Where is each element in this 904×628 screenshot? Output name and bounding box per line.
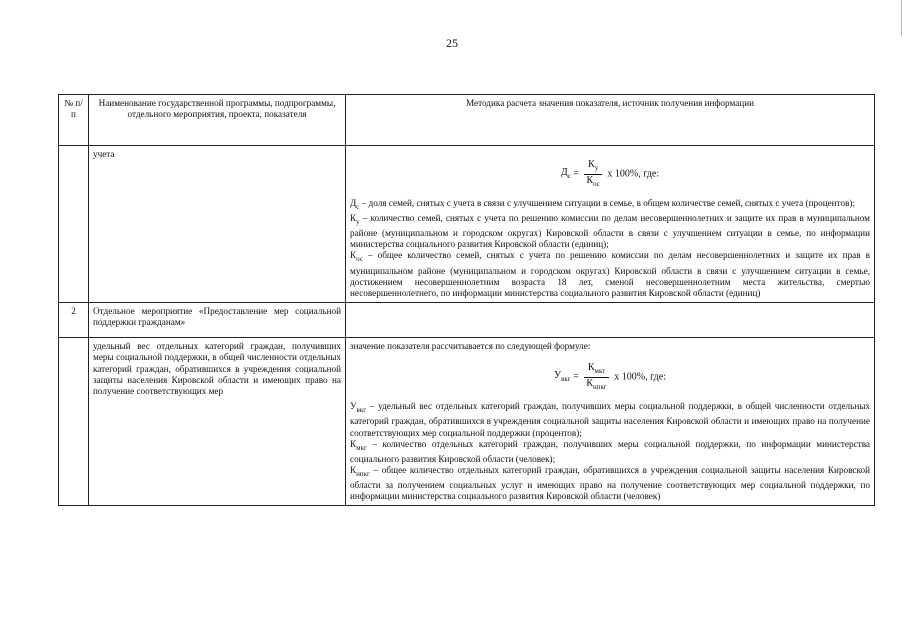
methodology-table: [58, 94, 875, 506]
formula-fraction: [584, 159, 601, 190]
page-edge-mark: [901, 0, 902, 36]
def-sub: у: [356, 217, 360, 226]
header-name-text: Наименование государственной программы, подпрограммы, отдельного мероприятия, проекта, показателя: [98, 98, 336, 120]
row1-name: учета: [89, 146, 346, 303]
formula-lhs: У: [554, 370, 562, 382]
row2-number: 2: [59, 303, 89, 338]
row3-method: [346, 338, 875, 506]
row2-name: Отдельное мероприятие «Предоставление мер социальной поддержки гражданам»: [89, 303, 346, 338]
row2-method: [346, 303, 875, 338]
def-sym: К: [350, 213, 357, 224]
formula-tail: х 100%, где:: [614, 371, 666, 383]
formula-lhs: Д: [560, 167, 568, 178]
table-row: [59, 146, 875, 303]
header-method-text: Методика расчета значения показателя, источник получения информации: [465, 98, 755, 108]
def-sym: К: [350, 438, 357, 449]
definition: [350, 198, 870, 213]
formula-tail: х 100%, где:: [607, 168, 660, 180]
row3-number: [59, 338, 89, 506]
row3-intro: значение показателя рассчитывается по следующей формуле:: [350, 341, 591, 352]
def-sub: вкг: [356, 406, 367, 415]
def-sub: с: [356, 202, 360, 211]
definition: [350, 401, 870, 438]
formula-fraction: [584, 362, 608, 393]
formula-num: К: [588, 159, 595, 170]
def-text: – количество семей, снятых с учета по решению комиссии по делам несовершеннолетних и защите их прав в муниципальном районе (муниципальном и городском округах) Кировской области в связи с улучшением ситуации в семье, по информации министерства социального развития Кировской области (единиц);: [350, 213, 870, 250]
definition: [350, 250, 870, 299]
def-text: – количество отдельных категорий граждан, получивших меры социальной поддержки, по информации министерства социального развития Кировской области (человек);: [350, 438, 870, 464]
row1-method: [346, 146, 875, 303]
def-sub: мкг: [356, 443, 367, 452]
definition: [350, 465, 870, 502]
formula-den: К: [586, 175, 594, 186]
row1-number: [59, 146, 89, 303]
def-text: – общее количество отдельных категорий граждан, обратившихся в учреждения социальной защиты населения Кировской области за получением социальных услуг и имеющих право на получение соответствующих мер социальной поддержки, по информации министерства социального развития Кировской области (человек): [350, 464, 870, 502]
formula-num-sub: у: [594, 164, 599, 172]
formula-lhs-sub: вкг: [561, 375, 571, 384]
def-text: – доля семей, снятых с учета в связи с улучшением ситуации в семье, в общем количестве семей, снятых с учета (процентов);: [359, 198, 856, 208]
table-row: [59, 338, 875, 506]
def-text: – удельный вес отдельных категорий граждан, получивших меры социальной поддержки, в общей численности отдельных категорий граждан, обратившихся в учреждения социальной защиты населения Кировской области и имеющих право на получение соответствующих мер социальной поддержки (процентов);: [350, 401, 870, 438]
row1-formula: $Д_с$ = $\frac{К_у}{К_{ос}}$ х 100%, где:: [560, 159, 660, 188]
def-text: – общее количество семей, снятых с учета по решению комиссии по делам несовершеннолетних и защите их прав в муниципальном районе (муниципальном и городском округах) Кировской области в связи с улучшением ситуации в семье, достижением несовершеннолетним возраста 18 лет, сменой несовершеннолетним места жительства, смертью несовершеннолетнего, по информации министерства социального развития Кировской области (единиц): [350, 250, 870, 298]
table-row: [59, 303, 875, 338]
formula-den-sub: ос: [593, 180, 600, 188]
def-sym: К: [350, 464, 357, 475]
header-number: [59, 95, 89, 146]
def-sym: У: [350, 401, 357, 412]
row3-name: удельный вес отдельных категорий граждан, получивших меры социальной поддержки, в общей численности отдельных категорий граждан, обратившихся в учреждения социальной защиты населения Кировской области и имеющих право на получение соответствующих мер: [89, 338, 346, 506]
formula-num-sub: мкг: [594, 367, 606, 376]
header-number-text: № п/п: [64, 98, 83, 120]
row3-formula: $У_{вкг}$ = $\frac{К_{мкг}}{К_{нпкг}}$ х 100%, где:: [554, 362, 666, 392]
def-sub: ос: [356, 255, 363, 264]
formula-num: К: [587, 362, 595, 374]
header-method: [346, 95, 875, 146]
definition: [350, 439, 870, 465]
definition: [350, 213, 870, 250]
def-sym: К: [350, 250, 357, 261]
table-header-row: [59, 95, 875, 146]
header-name: [89, 95, 346, 146]
page-number: 25: [446, 36, 458, 50]
formula-den: К: [586, 378, 593, 390]
formula-lhs-sub: с: [567, 172, 571, 180]
def-sym: Д: [350, 198, 357, 208]
def-sub: нпкг: [356, 469, 370, 478]
formula-den-sub: нпкг: [592, 383, 607, 392]
